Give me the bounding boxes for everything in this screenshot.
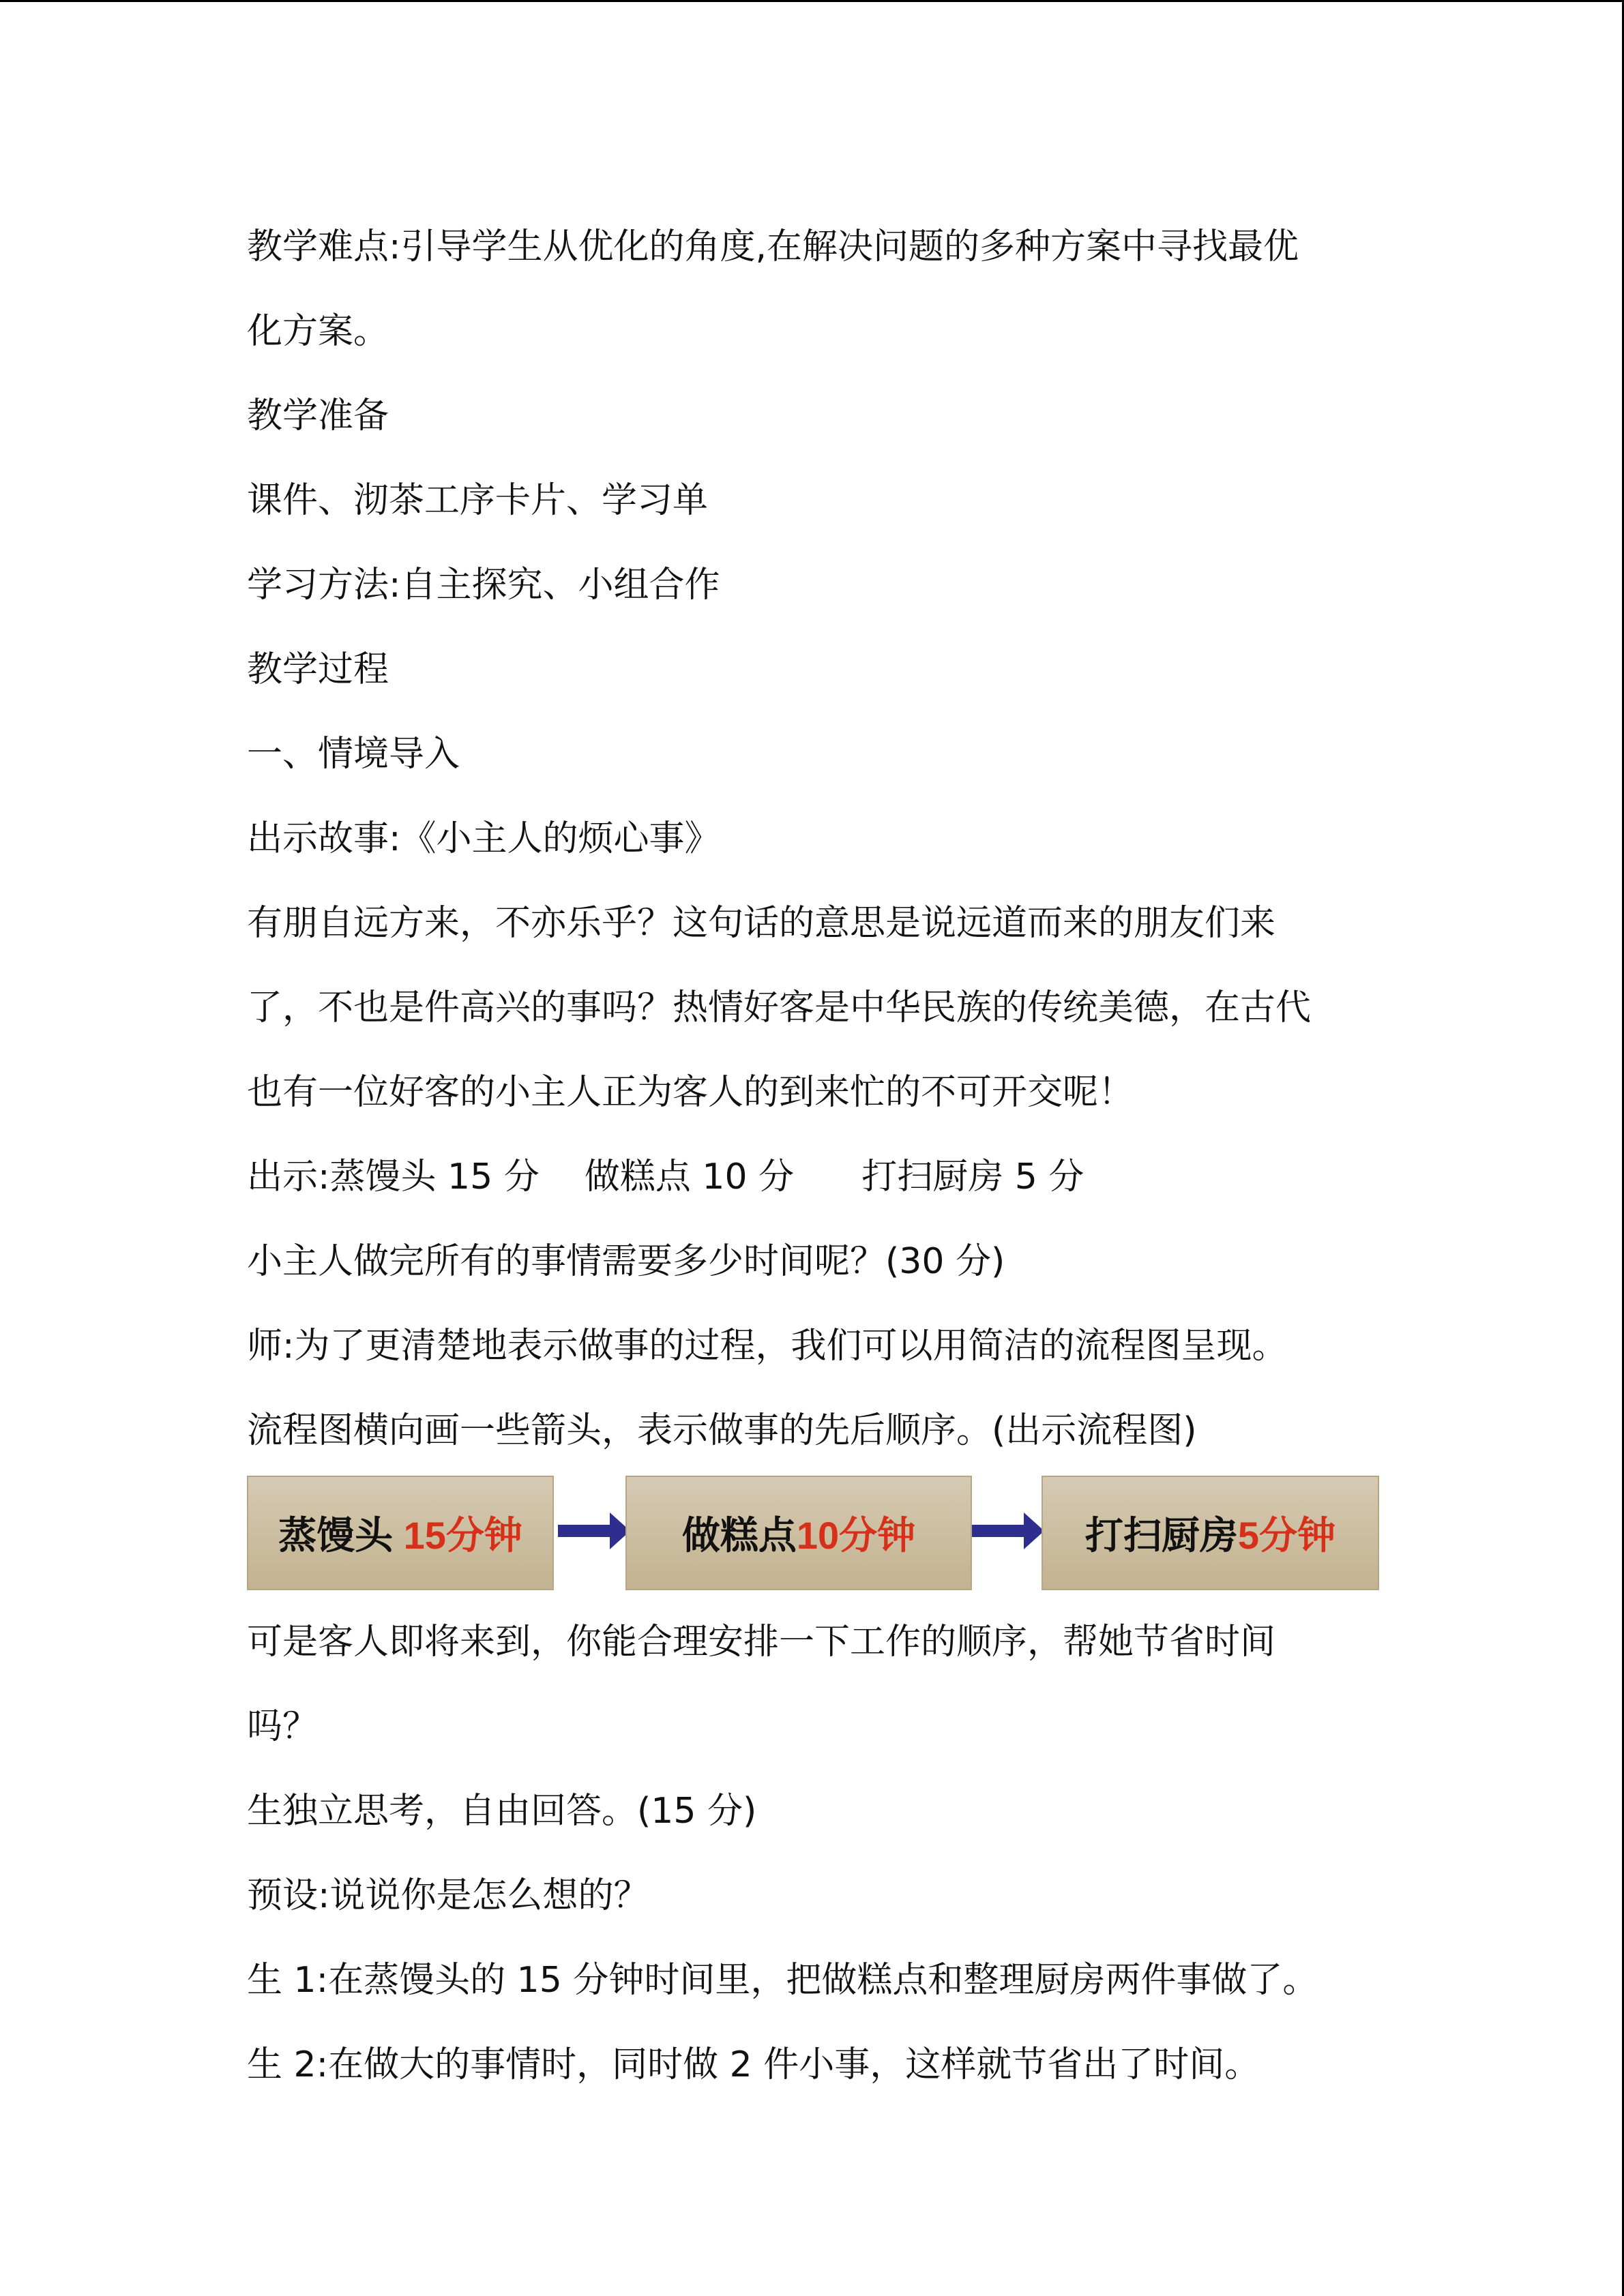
text-line: 流程图横向画一些箭头，表示做事的先后顺序。(出示流程图)	[247, 1410, 1197, 1451]
text-line: 课件、沏茶工序卡片、学习单	[247, 480, 709, 521]
text-line: 学习方法:自主探究、小组合作	[247, 565, 720, 606]
text-line: 生独立思考，自由回答。(15 分)	[247, 1791, 757, 1832]
document-body	[247, 205, 1379, 2107]
text-line: 预设:说说你是怎么想的？	[247, 1875, 649, 1916]
section-heading: 一、情境导入	[247, 734, 460, 775]
text-line: 师:为了更清楚地表示做事的过程，我们可以用简洁的流程图呈现。	[247, 1326, 1288, 1367]
text-line: 吗？	[247, 1706, 319, 1747]
flow-step-1	[247, 1476, 554, 1590]
flow-step-task: 蒸馒头	[278, 1514, 394, 1557]
section-heading: 教学过程	[247, 649, 389, 690]
flow-step-time: 15分钟	[393, 1514, 522, 1557]
text-line: 化方案。	[247, 311, 389, 352]
flow-step-task: 做糕点	[681, 1514, 797, 1557]
flowchart	[247, 1476, 1379, 1596]
text-line: 生 2:在做大的事情时，同时做 2 件小事，这样就节省出了时间。	[247, 2044, 1260, 2085]
arrow-icon	[972, 1525, 1027, 1537]
page-border-top	[0, 0, 1624, 2]
arrow-icon	[558, 1525, 612, 1537]
flow-step-time: 10分钟	[796, 1514, 916, 1557]
text-line: 生 1:在蒸馒头的 15 分钟时间里，把做糕点和整理厨房两件事做了。	[247, 1960, 1318, 2001]
text-line: 有朋自远方来，不亦乐乎？这句话的意思是说远道而来的朋友们来	[247, 903, 1276, 944]
text-line: 也有一位好客的小主人正为客人的到来忙的不可开交呢！	[247, 1072, 1134, 1113]
flow-step-2	[625, 1476, 972, 1590]
text-line: 小主人做完所有的事情需要多少时间呢？(30 分)	[247, 1241, 1005, 1282]
text-line: 出示:蒸馒头 15 分 做糕点 10 分 打扫厨房 5 分	[247, 1157, 1084, 1197]
flow-step-time: 5分钟	[1237, 1514, 1336, 1557]
text-line: 可是客人即将来到，你能合理安排一下工作的顺序，帮她节省时间	[247, 1622, 1276, 1663]
flow-step-3	[1042, 1476, 1379, 1590]
flow-step-task: 打扫厨房	[1084, 1514, 1238, 1557]
section-heading: 教学准备	[247, 396, 389, 436]
text-line: 出示故事:《小主人的烦心事》	[247, 818, 720, 859]
text-line: 教学难点:引导学生从优化的角度,在解决问题的多种方案中寻找最优	[247, 226, 1299, 267]
text-line: 了，不也是件高兴的事吗？热情好客是中华民族的传统美德，在古代	[247, 987, 1312, 1028]
